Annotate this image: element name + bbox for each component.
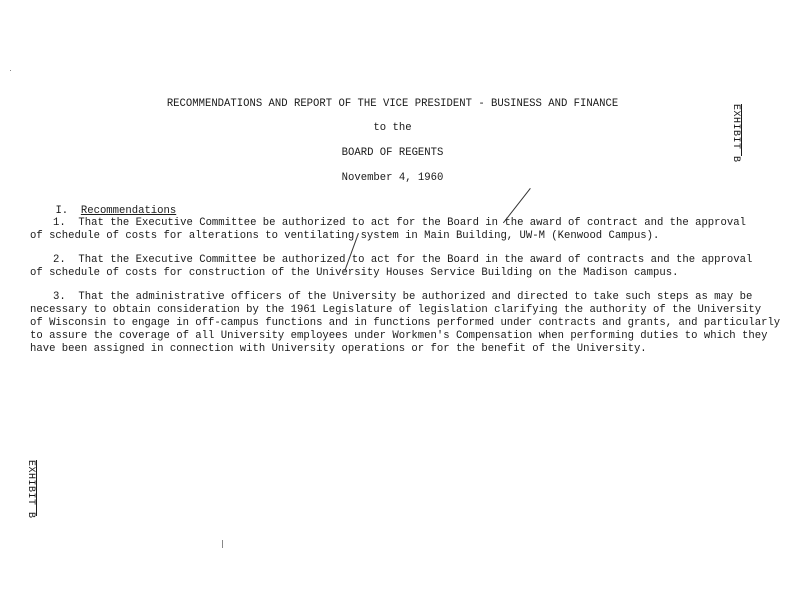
exhibit-label-bottom: EXHIBIT B — [25, 460, 36, 519]
item-3-line-5: have been assigned in connection with University operations or for the benefit of the University. — [30, 343, 647, 355]
board-line: BOARD OF REGENTS — [341, 147, 444, 159]
to-the-line: to the — [373, 122, 412, 134]
exhibit-rule-top — [741, 104, 742, 156]
section-title: Recommendations — [80, 205, 177, 217]
document-title: RECOMMENDATIONS AND REPORT OF THE VICE PRESIDENT - BUSINESS AND FINANCE — [166, 98, 619, 110]
scan-speck — [222, 540, 223, 548]
item-3-line-4: to assure the coverage of all University employees under Workmen's Compensation when performing duties to which they — [30, 330, 768, 342]
scan-speck — [10, 70, 11, 71]
item-1-line-1: 1. That the Executive Committee be authorized to act for the Board in the award of contract and the approval — [53, 217, 746, 229]
exhibit-rule-bottom — [36, 460, 37, 516]
item-2-line-1: 2. That the Executive Committee be authorized to act for the Board in the award of contracts and the approval — [53, 254, 753, 266]
item-2-line-2: of schedule of costs for construction of the University Houses Service Building on the Madison campus. — [30, 267, 679, 279]
section-number: I. — [55, 205, 69, 217]
date-line: November 4, 1960 — [341, 172, 444, 184]
exhibit-label-top: EXHIBIT B — [730, 104, 741, 163]
item-3-line-3: of Wisconsin to engage in off-campus functions and in functions performed under contracts and grants, and particularly — [30, 317, 781, 329]
item-3-line-1: 3. That the administrative officers of the University be authorized and directed to take such steps as may be — [53, 291, 753, 303]
item-3-line-2: necessary to obtain consideration by the 1961 Legislature of legislation clarifying the authority of the University — [30, 304, 762, 316]
item-1-line-2: of schedule of costs for alterations to ventilating system in Main Building, UW-M (Kenwood Campus). — [30, 230, 660, 242]
